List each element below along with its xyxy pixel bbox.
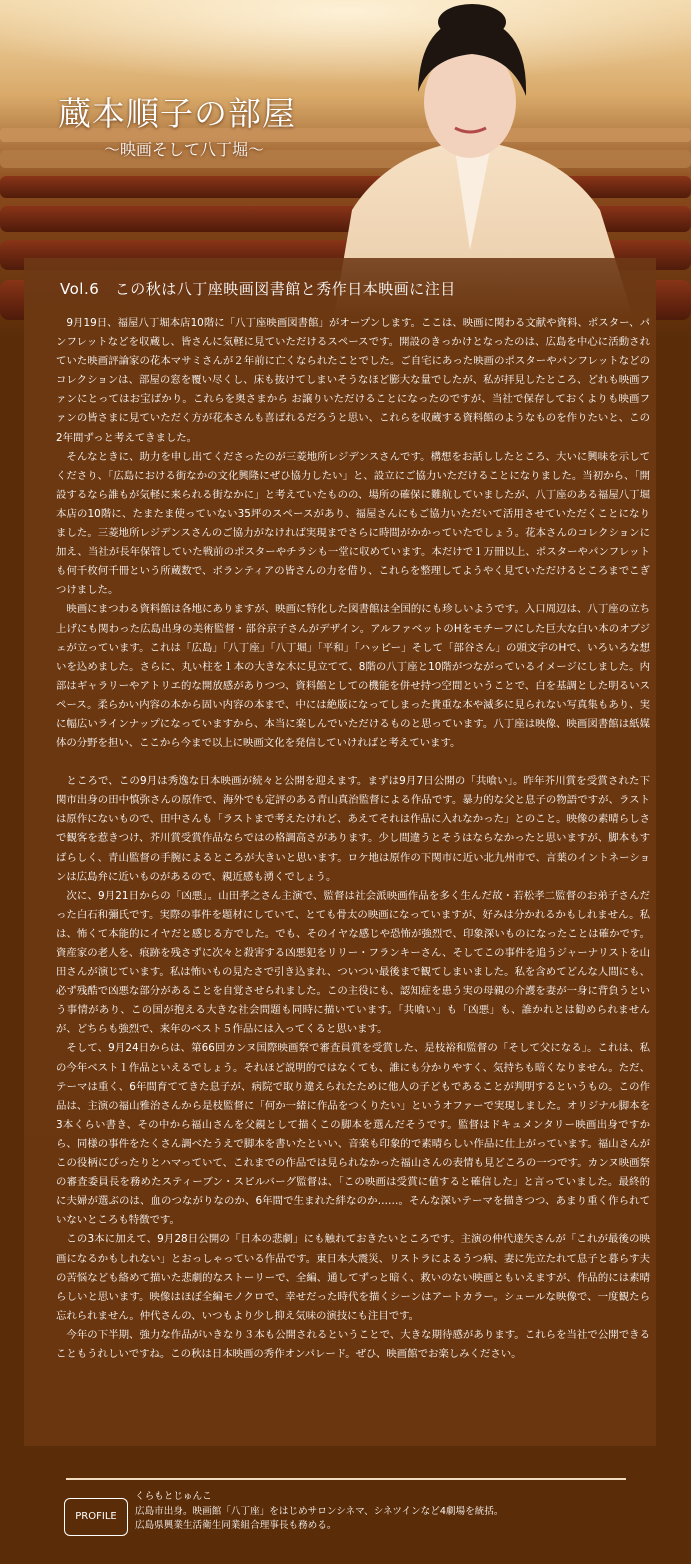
paragraph: そして、9月24日からは、第66回カンヌ国際映画祭で審査員賞を受賞した、是枝裕和監督の「そして父になる」。これは、私の今年ベスト１作品といえるでしょう。それほど説明的ではなくても、誰にも分かりやすく、気持ちも暗くなりません。ただ、テーマは重く、6年間育ててきた息子が、病院で取り違えられたために他人の子どもであることが判明するというもの。この作品は、主演の福山雅治さんから是枝監督に「何か一緒に作品をつくりたい」というオファーで実現しました。オリジナル脚本を3本くらい書き、その中から福山さんを父親として描くこの脚本を選んだそうです。監督はドキュメンタリー映画出身ですから、同様の事件をたくさん調べたうえで脚本を書いたといい、音楽も印象的で素晴らしい作品に仕上がっています。福山さんがこの役柄にぴったりとハマっていて、これまでの作品では見られなかった福山さんの表情も見どころの一つです。カンヌ映画祭の審査委員長を務めたスティーブン・スピルバーグ監督は、「この映画は受賞に値すると確信した」と言っていました。最終的に夫婦が選ぶのは、血のつながりなのか、6年間で生まれた絆なのか……。そんな深いテーマを描きつつ、あまり重く作られていないところも特徴です。 [56,1042,650,1227]
profile-info [135,1490,504,1534]
paragraph: 映画にまつわる資料館は各地にありますが、映画に特化した図書館は全国的にも珍しいようです。入口周辺は、八丁座の立ち上げにも関わった広島出身の美術監督・部谷京子さんがデザイン。アルファベットのHをモチーフにした巨大な白い本のオブジェが立っています。これは「広島」「八丁座」「八丁堀」「平和」「ハッピー」そして「部谷さん」の頭文字のHで、いろいろな想いを込めました。さらに、丸い柱を１本の大きな木に見立てて、8階の八丁座と10階がつながっているイメージにしました。内部はギャラリーやアトリエ的な開放感がありつつ、資料館としての機能を併せ持つ空間ということで、白を基調とした明るいスペース。柔らかい内容の本から固い内容の本まで、中には絶版になってしまった貴重な本や滅多に見られない写真集もあり、実に幅広いラインナップになっていますから、本当に楽しんでいただけるものと思っています。八丁座は映像、映画図書館は紙媒体の分野を担い、ここから今まで以上に映画文化を発信していければと考えています。 [56,603,650,750]
article-body [56,314,650,1364]
profile-line: 広島市出身。映画館「八丁座」をはじめサロンシネマ、シネツインなど4劇場を統括。 [135,1505,504,1517]
paragraph: 9月19日、福屋八丁堀本店10階に「八丁座映画図書館」がオープンします。ここは、映画に関わる文献や資料、ポスター、パンフレットなどを収蔵し、皆さんに気軽に見ていただけるスペースです。開設のきっかけとなったのは、広島を中心に活動されていた映画評論家の花本マサミさんが２年前に亡くなられたことでした。ご自宅にあった映画のポスターやパンフレットなどのコレクションは、部屋の窓を覆い尽くし、床も抜けてしまいそうなほど膨大な量でしたが、私が拝見したところ、どれも映画ファンにとってはお宝ばかり。これらを奥さまから お譲りいただけることになったのですが、当社で保存しておくよりも映画ファンの皆さまに見ていただく方が花本さんも喜ばれるだろうと思い、これらを収蔵する資料館のようなものを作りたいと、この2年間ずっと考えてきました。 [56,317,650,444]
profile-badge: PROFILE [64,1498,128,1536]
page-title: 蔵本順子の部屋 [58,94,296,133]
paragraph: ところで、この9月は秀逸な日本映画が続々と公開を迎えます。まずは9月7日公開の「共喰い」。昨年芥川賞を受賞された下関市出身の田中慎弥さんの原作で、海外でも定評のある青山真治監督による作品です。暴力的な父と息子の物語ですが、ラストは原作にないもので、田中さんも「ラストまで考えたけれど、あえてそれは作品に入れなかった」とのこと。映像の素晴らしさで観客を惹きつけ、芥川賞受賞作品ならではの格調高さがあります。少し間違うとそうはならなかったと思いますが、脚本もすばらしく、青山監督の手腕によるところが大きいと思います。ロケ地は原作の下関市に近い北九州市で、言葉のイントネーションは広島弁に近いものがあるので、親近感も湧くでしょう。 [56,775,650,883]
article-panel [24,258,656,1446]
divider [66,1478,626,1480]
profile-line: 広島県興業生活衛生同業組合理事長も務める。 [135,1520,337,1531]
article-heading: Vol.6 この秋は八丁座映画図書館と秀作日本映画に注目 [60,280,456,298]
profile-name: くらもとじゅんこ [135,1491,212,1502]
paragraph: そんなときに、助力を申し出てくださったのが三菱地所レジデンスさんです。構想をお話ししたところ、大いに興味を示してくださり、「広島における街なかの文化興隆にぜひ協力したい」と、設立にご協力いただけることになりました。当初から、「開設するなら誰もが気軽に来られる街なかに」と考えていたものの、場所の確保に難航していましたが、八丁座のある福屋八丁堀本店の10階に、たまたま使っていない35坪のスペースがあり、福屋さんにもご協力いただいて活用させていただくことになりました。三菱地所レジデンスさんのご協力がなければ実現までさらに時間がかかっていたでしょう。花本さんのコレクションに加え、当社が長年保管していた戦前のポスターやチラシも一堂に収めています。本だけで１万冊以上、ポスターやパンフレットも何千枚何千冊という所蔵数で、ボランティアの皆さんの力を借り、これらを整理してようやく見ていただけるところまでこぎつけました。 [56,450,651,597]
paragraph: 次に、9月21日からの「凶悪」。山田孝之さん主演で、監督は社会派映画作品を多く生んだ故・若松孝二監督のお弟子さんだった白石和彌氏です。実際の事件を題材にしていて、とても骨太の映画になっていますが、好みは分かれるかもしれません。私は、怖くて本能的にイヤだと感じる方でした。でも、そのイヤな感じや恐怖が強烈で、印象深いものになったことは確かです。資産家の老人を、痕跡を残さずに次々と殺害する凶悪犯をリリー・フランキーさん、そしてこの事件を追うジャーナリストを山田さんが演じています。私は怖いもの見たさで引き込まれ、ついつい最後まで観てしまいました。私を含めてどんな人間にも、必ず残酷で凶悪な部分があることを自覚させられました。この主役にも、認知症を患う実の母親の介護を妻が一身に背負うという事情があり、この国が抱える大きな社会問題も同時に描いています。「共喰い」も「凶悪」も、誰かれとは勧められませんが、どちらも強烈で、来年のベスト５作品には入ってくると思います。 [56,889,650,1036]
paragraph: 今年の下半期、強力な作品がいきなり３本も公開されるということで、大きな期待感があります。これらを当社で公開できることもうれしいですね。この秋は日本映画の秀作オンパレード。ぜひ、映画館でお楽しみください。 [56,1328,650,1360]
page-subtitle: 〜映画そして八丁堀〜 [104,140,265,159]
title-block [58,88,296,160]
paragraph: この3本に加えて、9月28日公開の「日本の悲劇」にも触れておきたいところです。主演の仲代達矢さんが「これが最後の映画になるかもしれない」とおっしゃっている作品です。東日本大震災、リストラによるうつ病、妻に先立たれて息子と暮らす夫の苦悩なども絡めて描いた悲劇的なストーリーで、全編、通してずっと暗く、救いのない映画ともいえますが、作品的には素晴らしいと思います。映像はほぼ全編モノクロで、幸せだった時代を描くシーンはアートカラー。シュールな映像で、一度観たら忘れられません。仲代さんの、いつもより少し抑え気味の演技にも注目です。 [56,1233,650,1322]
